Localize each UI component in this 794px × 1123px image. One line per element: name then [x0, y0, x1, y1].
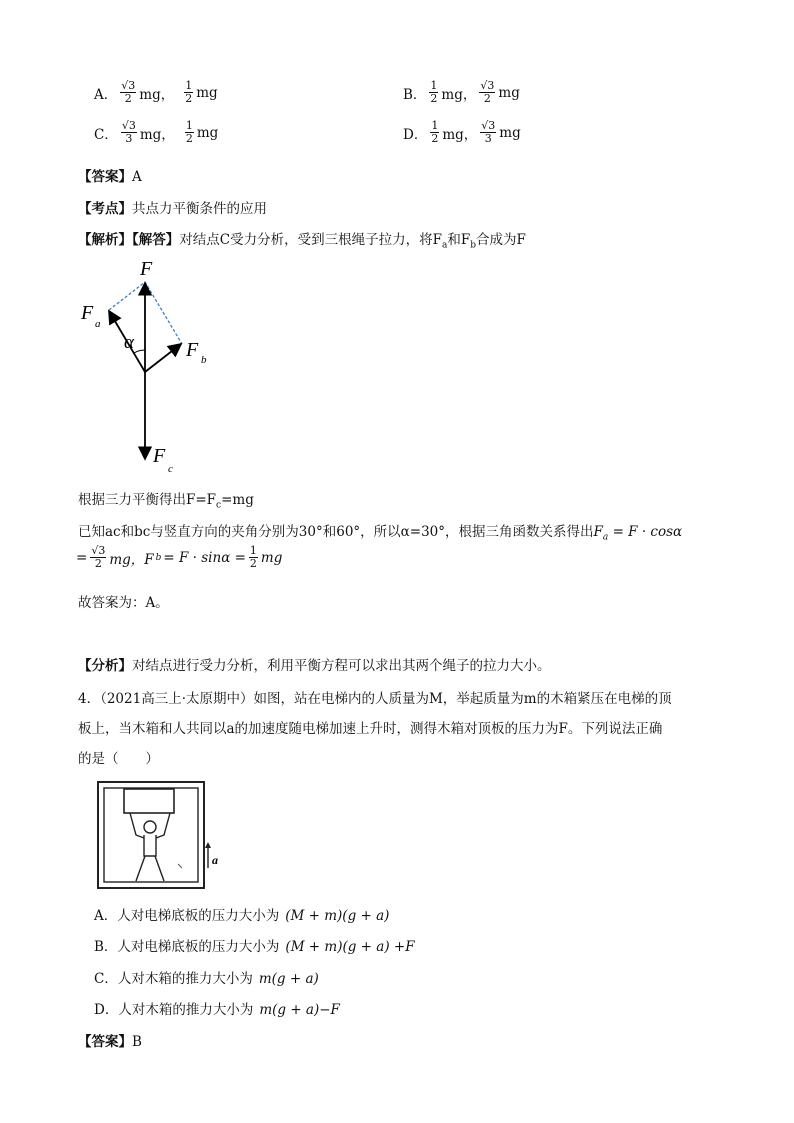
- unit: mg: [196, 84, 218, 101]
- unit: mg: [499, 124, 521, 141]
- answer-value: A: [132, 169, 142, 185]
- force-diagram: [76, 255, 226, 480]
- elevator-outer: [98, 782, 204, 888]
- jieda-tag: 【解答】: [132, 232, 180, 248]
- fraction: $\frac{1}{2}$: [249, 544, 257, 570]
- q4-option-a: [94, 904, 389, 924]
- q4-option-d: [94, 998, 340, 1018]
- label-fb: F: [186, 339, 199, 361]
- label-fc: F: [153, 445, 166, 467]
- label-f: F: [140, 258, 153, 280]
- person-torso: [144, 835, 156, 856]
- jieda-text: 对结点C受力分析，受到三根绳子拉力，将F: [179, 232, 442, 248]
- balance-text-end: =mg: [221, 492, 254, 508]
- q4-line-3: 的是（ ）: [78, 751, 159, 767]
- fraction: $\frac{√3}{3}$: [481, 119, 496, 145]
- fenxi-tag: 【分析】: [78, 658, 132, 674]
- option-label: B．: [403, 86, 427, 103]
- subscript: b: [155, 552, 162, 563]
- fraction: $\frac{√3}{3}$: [121, 119, 136, 145]
- fenxi-text: 对结点进行受力分析，利用平衡方程可以求出其两个绳子的拉力大小。: [132, 658, 551, 674]
- balance-text: 根据三力平衡得出F=F: [78, 492, 217, 508]
- eq-prefix: =: [76, 549, 88, 566]
- force-fb-arrow: [145, 344, 181, 372]
- known-line: [78, 520, 682, 543]
- answer-tag: 【答案】: [78, 1034, 132, 1050]
- option-label: A．: [94, 86, 118, 103]
- kaodian-line: [78, 197, 267, 217]
- answer-line: [78, 165, 142, 185]
- dashed-line: [145, 282, 182, 344]
- option-label: C．: [94, 126, 118, 143]
- elevator-figure: [96, 780, 226, 892]
- fraction: $\frac{1}{2}$: [185, 79, 193, 105]
- q4-option-b: [94, 935, 415, 955]
- fraction: $\frac{1}{2}$: [185, 119, 193, 145]
- subscript: b: [470, 240, 476, 251]
- known-text: 已知ac和bc与竖直方向的夹角分别为30°和60°，所以α=30°，根据三角函数关系得出: [78, 524, 594, 540]
- option-b: [403, 80, 520, 105]
- equation-line: [76, 545, 282, 570]
- arrow-head: [205, 842, 211, 848]
- q4-line-2: 板上，当木箱和人共同以a的加速度随电梯加速上升时，测得木箱对顶板的压力为F。下列说法正确: [78, 721, 663, 737]
- label-alpha: α: [124, 332, 134, 353]
- option-text: B．人对电梯底板的压力大小为: [94, 939, 280, 955]
- q4-option-c: [94, 967, 319, 987]
- scratch-mark: [178, 864, 182, 868]
- fraction: $\frac{1}{2}$: [430, 79, 438, 105]
- formula: m(g + a): [258, 971, 319, 987]
- formula: m(g + a)−F: [259, 1002, 340, 1018]
- fraction: $\frac{√3}{2}$: [91, 544, 106, 570]
- label-fb-sub: b: [201, 354, 207, 366]
- option-a: [94, 80, 218, 105]
- jieda-text: 和F: [447, 232, 471, 248]
- unit: mg，: [442, 126, 478, 143]
- kaodian-tag: 【考点】: [78, 201, 132, 217]
- q4-answer-line: [78, 1030, 142, 1050]
- answer-value: B: [132, 1034, 142, 1050]
- formula: mg: [260, 549, 283, 566]
- subscript: c: [216, 500, 222, 511]
- option-d: [403, 120, 521, 145]
- unit: mg，: [139, 86, 175, 103]
- wooden-box: [124, 789, 174, 813]
- final-line: 故答案为：A。: [78, 595, 169, 611]
- dashed-line: [109, 282, 145, 310]
- person-head: [144, 821, 156, 833]
- label-fc-sub: c: [168, 463, 173, 475]
- q4-line-1: 4．（2021高三上·太原期中）如图，站在电梯内的人质量为M，举起质量为m的木箱紧压在电梯的顶: [78, 691, 672, 707]
- unit: mg，: [139, 126, 175, 143]
- fraction: $\frac{√3}{2}$: [121, 79, 136, 105]
- unit: mg，: [441, 86, 477, 103]
- option-c: [94, 120, 218, 145]
- unit: mg: [498, 84, 520, 101]
- formula: F: [593, 524, 603, 540]
- jiexi-tag: 【解析】: [78, 232, 132, 248]
- formula: = F · sinα =: [163, 549, 246, 566]
- label-a: a: [212, 853, 218, 867]
- kaodian-text: 共点力平衡条件的应用: [132, 201, 267, 217]
- jiexi-line: [78, 228, 526, 251]
- fraction: $\frac{1}{2}$: [431, 119, 439, 145]
- fenxi-line: [78, 654, 551, 674]
- formula: mg，F: [109, 551, 154, 568]
- unit: mg: [196, 124, 219, 141]
- label-fa: F: [81, 302, 94, 324]
- subscript: a: [441, 240, 448, 251]
- jieda-text: 合成为F: [475, 232, 526, 248]
- option-text: C．人对木箱的推力大小为: [94, 971, 253, 987]
- angle-arc: [134, 350, 145, 353]
- elevator-inner: [104, 788, 198, 882]
- formula: (M + m)(g + a) +F: [285, 939, 415, 955]
- fraction: $\frac{√3}{2}$: [480, 79, 495, 105]
- formula: (M + m)(g + a): [285, 908, 390, 924]
- option-label: D．: [403, 126, 428, 143]
- person-arms: [130, 813, 170, 838]
- subscript: a: [602, 532, 609, 543]
- person-legs: [136, 856, 164, 881]
- answer-tag: 【答案】: [78, 169, 132, 185]
- balance-line: [78, 488, 254, 511]
- option-text: D．人对木箱的推力大小为: [94, 1002, 254, 1018]
- label-fa-sub: a: [95, 318, 101, 330]
- formula: = F · cosα: [608, 524, 683, 540]
- option-text: A．人对电梯底板的压力大小为: [94, 908, 280, 924]
